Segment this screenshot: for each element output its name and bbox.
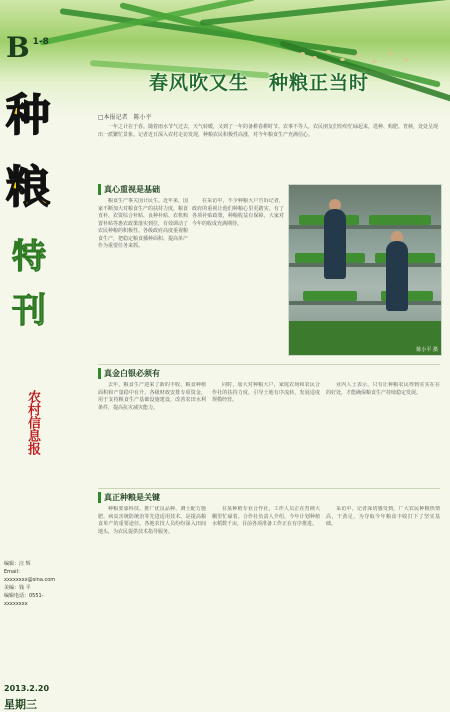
section-1-column-2 (192, 198, 284, 356)
byline: □本报记者 陈小平 (98, 114, 152, 121)
section-divider (98, 364, 440, 365)
paragraph: 去年，粮食生产迎来了新的丰收，粮食种植面积和产量稳中有升。各级财政安排专项资金，用于支持粮食生产基础设施建设，改善农田水利条件，提高抗灾减灾能力。 (98, 382, 206, 411)
newspaper-name: 农村信息报 (25, 390, 40, 455)
section-title-3: 真正种粮是关键 (98, 492, 160, 503)
paragraph: 业内人士表示，只有让种粮农民得到实实在在的好处，才能确保粮食生产持续稳定发展。 (326, 382, 440, 396)
news-photo (288, 184, 442, 356)
special-issue-sidebar (0, 80, 68, 711)
editor-info-line: 编辑：汪 辉 (4, 561, 31, 567)
paragraph: 采访中，记者深切感受到，广大农民种粮热情高，干劲足，为夺取今年粮食丰收打下了坚实基础。 (326, 506, 440, 527)
section-1-column-1 (98, 198, 188, 356)
title-char-2: 粮 (6, 162, 50, 213)
paragraph: 同时，加大对种粮大户、家庭农场和农民合作社的扶持力度，引导土地有序流转，发展适度规模经营。 (212, 382, 320, 403)
article-intro: 一年之计在于春。随着雨水节气过去，天气转暖，又到了一年的备耕春耕时节。农事不等人，农民朋友们纷纷忙碌起来，选种、购肥、育秧，处处呈现出一派繁忙景象。记者近日深入农村走访发现，种粮农民积极性高涨，对今年粮食生产充满信心。 (98, 124, 439, 138)
paragraph: 在某种植专业合作社，工作人员正在育秧大棚里忙碌着。合作社负责人介绍，今年计划种植水稻数千亩，目前各项准备工作正在有序推进。 (212, 506, 320, 527)
title-char-4: 刊 (12, 291, 46, 331)
editor-info (4, 560, 64, 608)
section-3-column-2 (212, 506, 320, 634)
section-3-column-1 (98, 506, 206, 634)
section-title-1: 真心重视是基础 (98, 184, 160, 195)
photo-credit: 陈小平 摄 (416, 347, 438, 353)
page-letter: B (6, 31, 30, 64)
section-divider (98, 488, 440, 489)
page-section-marker (6, 31, 49, 64)
editor-info-line: 编辑电话：0551-xxxxxxxx (4, 593, 44, 607)
title-char-3: 特 (12, 237, 46, 277)
section-2-column-3 (326, 382, 440, 480)
paragraph: 种粮要靠科技。推广优良品种、测土配方施肥、病虫害统防统治等先进适用技术，是提高粮食单产的重要途径。各地农技人员纷纷深入田间地头，为农民提供技术指导服务。 (98, 506, 206, 535)
editor-info-line: 美编：钱 平 (4, 585, 31, 591)
editor-info-line: Email：xxxxxxxx@sina.com (4, 569, 56, 583)
main-headline: 春风吹又生 种粮正当时 (148, 72, 369, 94)
page-range: 1-8 (32, 37, 49, 47)
article-content (70, 0, 442, 640)
paragraph: 粮食生产事关国计民生。近年来，国家不断加大对粮食生产的扶持力度，粮食直补、农资综合补贴、良种补贴、农机购置补贴等惠农政策落实到位，有效调动了农民种粮的积极性。各级政府高度重视粮食生产，把稳定粮食播种面积、提高单产作为重要任务来抓。 (98, 198, 188, 249)
title-char-1: 种 (6, 90, 50, 141)
issue-date: 2013.2.20 (4, 684, 50, 693)
section-3-column-3 (326, 506, 440, 634)
section-2-column-2 (212, 382, 320, 480)
paragraph: 在采访中，不少种粮大户告诉记者，政府的重视让他们种粮心里更踏实。有了各项补贴政策，种粮收益有保障，大家对今年的收成充满期待。 (192, 198, 284, 227)
issue-weekday: 星期三 (4, 698, 37, 711)
section-title-2: 真金白银必须有 (98, 368, 160, 379)
section-2-column-1 (98, 382, 206, 480)
